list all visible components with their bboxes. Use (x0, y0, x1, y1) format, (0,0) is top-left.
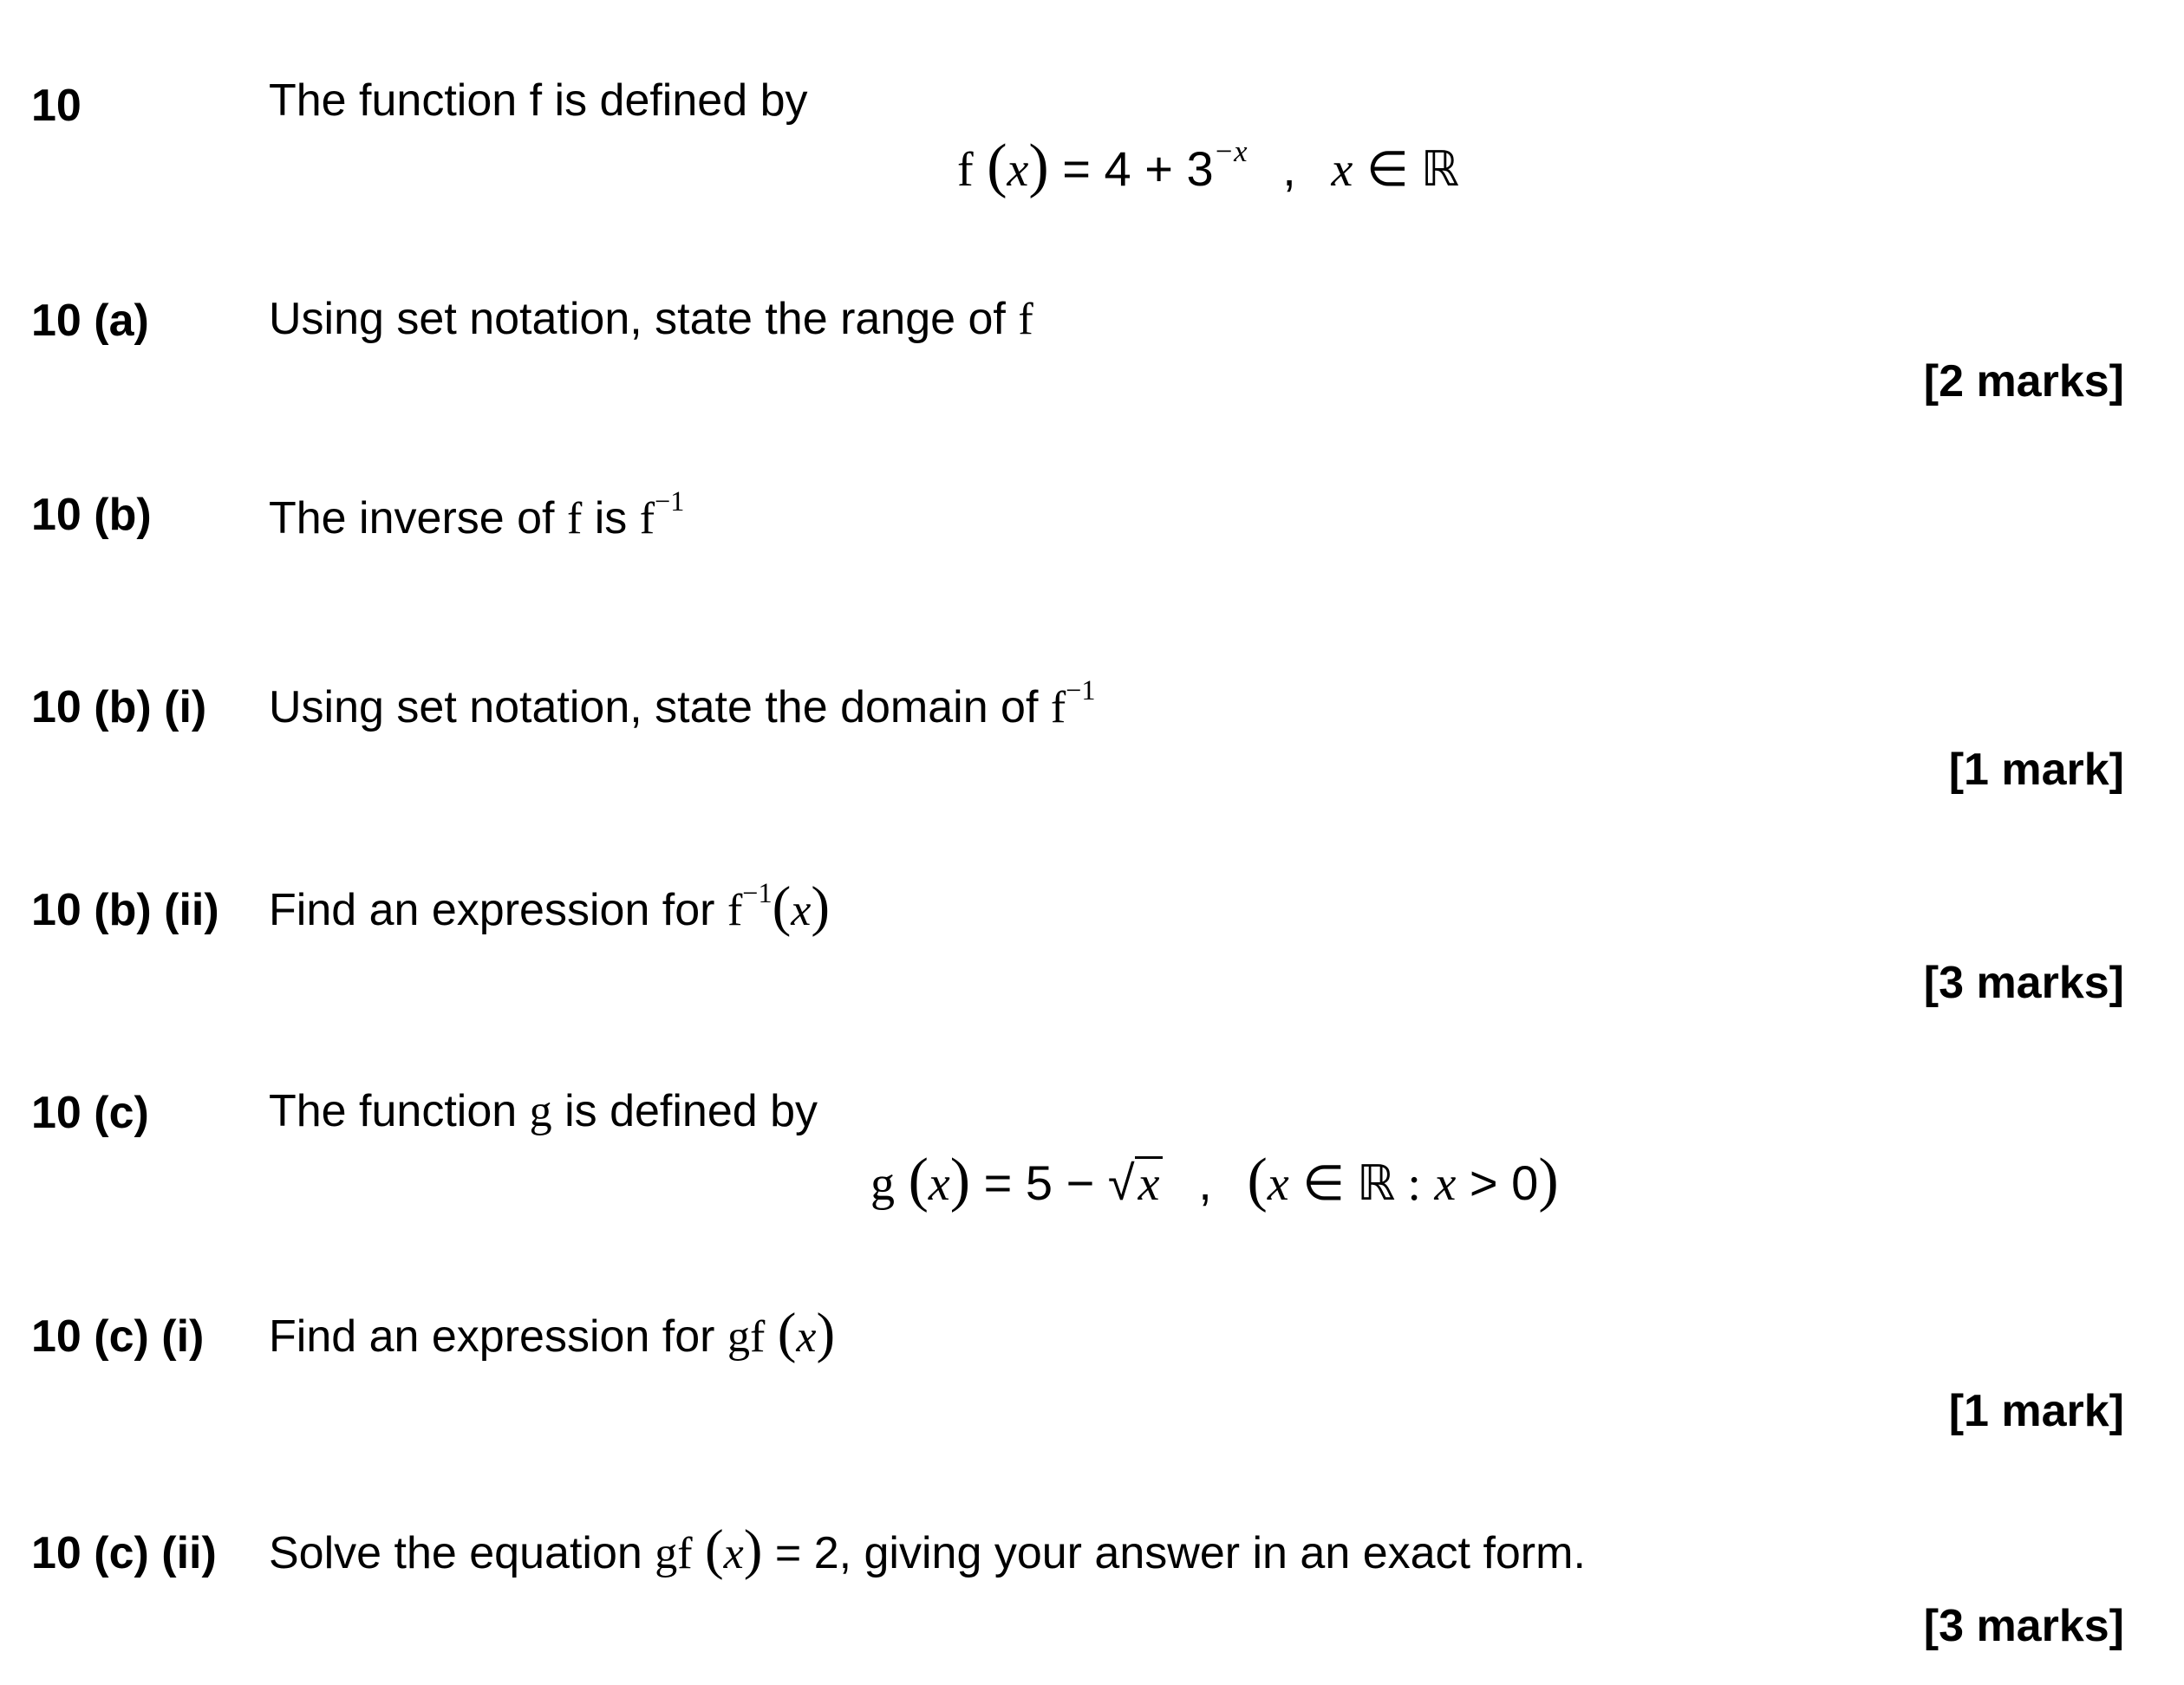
g-definition-equation (870, 1147, 1559, 1214)
part-c-number: 10 (c) (31, 1088, 149, 1138)
f-exponent: −x (1213, 134, 1248, 169)
part-c-i-prompt: Find an expression for (269, 1311, 715, 1362)
part-b-i-marks: [1 mark] (1948, 745, 2124, 795)
domain-set: ∈ ℝ (1366, 143, 1460, 197)
separator: , (1198, 1155, 1212, 1210)
part-b-ii-number: 10 (b) (ii) (31, 885, 219, 935)
part-b-i-prompt: Using set notation, state the domain of (269, 682, 1039, 732)
g-rhs: = 5 − (983, 1155, 1095, 1210)
close-paren: ) (1538, 1147, 1559, 1213)
x-variable: x (1007, 143, 1029, 197)
part-b-i-text (269, 674, 1096, 734)
x-variable: x (723, 1529, 744, 1578)
part-b-text (269, 485, 685, 545)
open-paren: ( (987, 133, 1007, 199)
f-inverse-symbol: f (639, 494, 655, 543)
close-paren: ) (816, 1302, 836, 1364)
x-variable: x (796, 1312, 817, 1362)
part-b-number: 10 (b) (31, 490, 152, 540)
part-b-ii-text (269, 875, 830, 938)
open-paren: ( (772, 875, 792, 938)
part-c-ii-suffix: , giving your answer in an exact form. (838, 1528, 1586, 1578)
domain-set: ∈ ℝ : (1302, 1157, 1421, 1211)
part-b-ii-prompt: Find an expression for (269, 885, 715, 935)
close-paren: ) (811, 875, 830, 938)
part-a-marks: [2 marks] (1923, 356, 2124, 407)
equation-rhs: = 2 (774, 1528, 839, 1578)
open-paren: ( (777, 1302, 797, 1364)
x-variable: x (928, 1157, 950, 1211)
close-paren: ) (949, 1147, 971, 1213)
part-a-text (269, 293, 1033, 346)
part-c-ii-prefix: Solve the equation (269, 1528, 642, 1578)
part-b-prefix: The inverse of (269, 493, 555, 543)
inverse-exponent: −1 (655, 485, 685, 517)
f-symbol: f (566, 494, 583, 543)
f-symbol: f (1018, 295, 1033, 344)
part-c-i-text (269, 1302, 836, 1364)
domain-variable: x (1331, 143, 1353, 197)
f-definition-equation (957, 133, 1460, 200)
sqrt-radicand: x (1135, 1156, 1164, 1210)
part-c-ii-marks: [3 marks] (1923, 1601, 2124, 1651)
separator: , (1282, 141, 1296, 196)
part-c-ii-text (269, 1519, 1586, 1581)
x-variable: x (791, 886, 812, 935)
inverse-exponent: −1 (1066, 674, 1096, 706)
open-paren: ( (908, 1147, 929, 1213)
part-c-prefix: The function (269, 1086, 518, 1136)
part-b-ii-marks: [3 marks] (1923, 958, 2124, 1008)
part-c-suffix: is defined by (564, 1086, 818, 1136)
sqrt-icon: √ (1107, 1155, 1135, 1210)
gf-symbol: gf (727, 1312, 766, 1362)
g-symbol: g (529, 1087, 552, 1136)
inverse-exponent: −1 (742, 877, 773, 909)
part-a-number: 10 (a) (31, 296, 149, 346)
part-c-text (269, 1085, 818, 1138)
close-paren: ) (743, 1519, 763, 1581)
domain-variable-2: x (1434, 1157, 1457, 1211)
f-inverse-symbol: f (1050, 683, 1066, 732)
f-symbol: f (957, 143, 974, 197)
part-b-mid: is (594, 493, 628, 543)
close-paren: ) (1028, 133, 1049, 199)
gf-symbol: gf (655, 1529, 693, 1578)
g-symbol: g (870, 1157, 895, 1211)
open-paren: ( (705, 1519, 724, 1581)
question-stem (269, 75, 808, 127)
question-number: 10 (31, 81, 81, 131)
part-c-i-number: 10 (c) (i) (31, 1311, 205, 1362)
stem-text: The function f is defined by (269, 75, 808, 126)
domain-condition: > 0 (1469, 1155, 1539, 1210)
f-inverse-symbol: f (727, 886, 743, 935)
open-paren: ( (1247, 1147, 1268, 1213)
f-rhs: = 4 + 3 (1062, 141, 1214, 196)
part-b-i-number: 10 (b) (i) (31, 682, 207, 732)
part-c-i-marks: [1 mark] (1948, 1386, 2124, 1436)
part-c-ii-number: 10 (c) (ii) (31, 1528, 217, 1578)
part-a-prompt: Using set notation, state the range of (269, 294, 1006, 344)
domain-variable: x (1267, 1157, 1289, 1211)
